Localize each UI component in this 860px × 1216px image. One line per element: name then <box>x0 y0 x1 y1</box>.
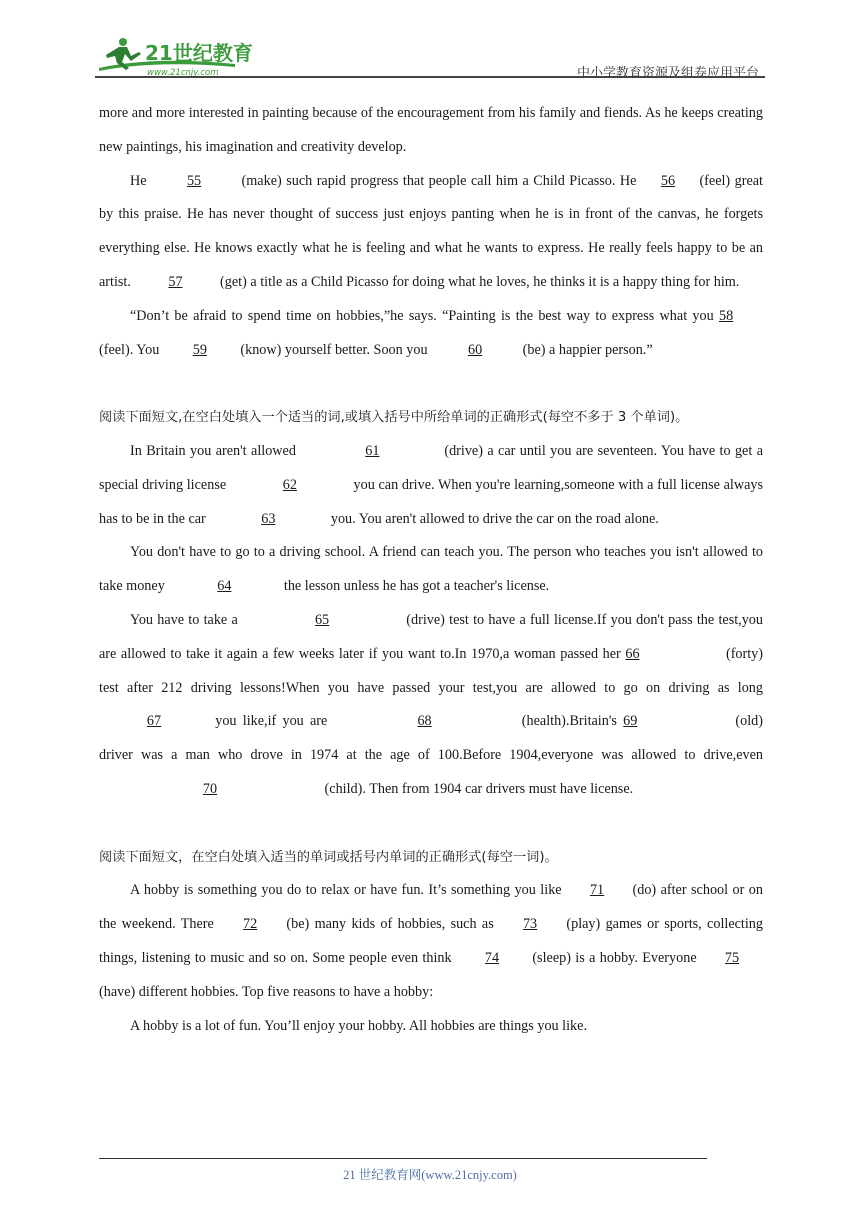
blank-74: 74 <box>484 949 500 966</box>
blank-59: 59 <box>192 341 207 358</box>
blank-60: 60 <box>468 341 483 358</box>
blank-73: 73 <box>522 916 538 933</box>
logo-icon <box>95 34 265 78</box>
paragraph: more and more interested in painting because of the encouragement from his family and fiends. As he keeps creating new paintings, his imagination and creativity develop. <box>99 105 763 155</box>
paragraph: A hobby is a lot of fun. You’ll enjoy your hobby. All hobbies are things you like. <box>130 1017 587 1034</box>
document-body <box>99 97 763 1043</box>
blank-62: 62 <box>282 476 297 493</box>
header-divider <box>95 76 765 78</box>
blank-61: 61 <box>365 442 380 459</box>
blank-71: 71 <box>589 882 605 899</box>
logo-url: www.21cnjy.com <box>147 68 219 78</box>
blank-72: 72 <box>243 916 258 933</box>
page-header <box>95 28 765 81</box>
paragraph: In Britain you aren't allowed 61 (drive) a car until you are seventeen. You have to get a special driving license 62 you can drive. When you're learning,someone with a full license always has to be in the car 63 you. You aren't allowed to drive the car on the road alone. <box>99 435 763 536</box>
blank-64: 64 <box>217 578 232 595</box>
blank-70: 70 <box>202 780 218 797</box>
platform-name: 中小学教育资源及组卷应用平台 <box>576 66 759 81</box>
blank-68: 68 <box>417 713 432 730</box>
paragraph: “Don’t be afraid to spend time on hobbies,”he says. “Painting is the best way to express what you 58 (feel). You 59 (know) yourself better. Soon you 60 (be) a happier person.” <box>99 300 763 368</box>
blank-75: 75 <box>724 949 740 966</box>
paragraph: You don't have to go to a driving school. A friend can teach you. The person who teaches you isn't allowed to take money 64 the lesson unless he has got a teacher's license. <box>99 536 763 604</box>
paragraph: A hobby is something you do to relax or have fun. It’s something you like 71 (do) after school or on the weekend. There 72 (be) many kids of hobbies, such as 73 (play) games or sports, collecting things, listening to music and so on. Some people even think 74 (sleep) is a hobby. Everyone 75 (have) different hobbies. Top five reasons to have a hobby: <box>99 874 763 1009</box>
footer-divider <box>99 1158 707 1159</box>
paragraph: You have to take a 65 (drive) test to have a full license.If you don't pass the test,you are allowed to take it again a few weeks later if you want to.In 1970,a woman passed her 66 (forty) test after 212 driving lessons!When you have passed your test,you are allowed to go on driving as long 67 you like,if you are 68 (health).Britain's 69 (old) driver was a man who drove in 1974 at the age of 100.Before 1904,everyone was allowed to drive,even 70 (child). Then from 1904 car drivers must have license. <box>99 604 763 807</box>
blank-56: 56 <box>660 172 676 189</box>
blank-69: 69 <box>623 713 638 730</box>
section-instruction: 阅读下面短文，在空白处填入适当的单词或括号内单词的正确形式(每空一词)。 <box>99 849 558 865</box>
blank-63: 63 <box>261 510 276 527</box>
blank-65: 65 <box>314 611 330 628</box>
blank-55: 55 <box>186 172 202 189</box>
paragraph: He 55 (make) such rapid progress that people call him a Child Picasso. He 56 (feel) great by this praise. He has never thought of success just enjoys panting when he is in front of the canvas, he forgets everything else. He knows exactly what he is feeling and what he wants to express. He really feels happy to be an artist. 57 (get) a title as a Child Picasso for doing what he loves, he thinks it is a happy thing for him. <box>99 165 763 300</box>
logo-text: 21世纪教育 <box>145 41 253 65</box>
blank-58: 58 <box>719 307 734 324</box>
page-footer: 21 世纪教育网(www.21cnjy.com) <box>343 1168 517 1182</box>
blank-66: 66 <box>625 645 640 662</box>
blank-57: 57 <box>168 273 183 290</box>
section-instruction: 阅读下面短文,在空白处填入一个适当的词,或填入括号中所给单词的正确形式(每空不多于 3 个单词)。 <box>99 410 689 426</box>
blank-67: 67 <box>146 713 162 730</box>
